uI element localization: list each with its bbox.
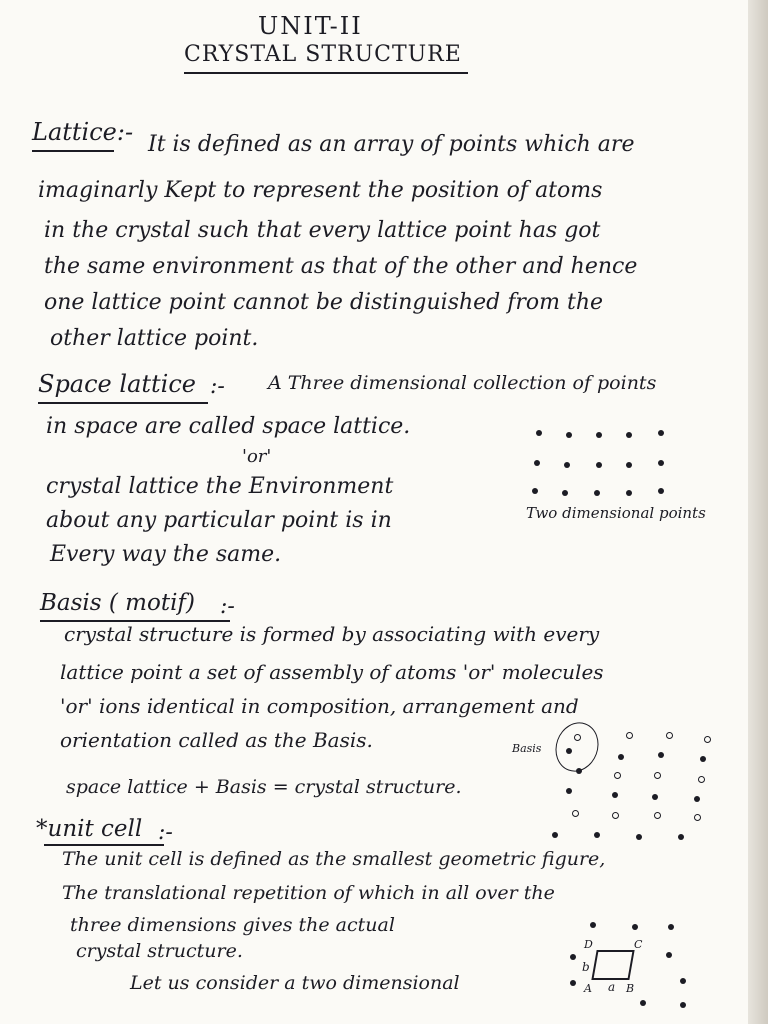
unit-cell-label-a-corner: A [584, 982, 592, 995]
space-lattice-line-4: about any particular point is in [46, 508, 392, 533]
lattice-heading-underline [32, 150, 114, 152]
space-lattice-or: 'or' [242, 446, 272, 467]
lattice-line-1: It is defined as an array of points which are [148, 132, 635, 157]
unit-title: UNIT-II [258, 12, 363, 40]
notebook-spine [748, 0, 768, 1024]
unit-cell-label-b: B [626, 982, 635, 995]
unit-cell-underline [44, 844, 164, 846]
unit-cell-label-b-small: b [582, 960, 590, 974]
lattice-line-4: the same environment as that of the other and hence [44, 254, 638, 279]
space-lattice-line-1: A Three dimensional collection of points [268, 372, 657, 394]
unit-cell-line-2: The translational repetition of which in all over the [62, 882, 555, 904]
page-title: CRYSTAL STRUCTURE [184, 42, 462, 67]
basis-heading: Basis ( motif) [40, 590, 195, 616]
space-lattice-line-5: Every way the same. [50, 542, 282, 567]
two-dimensional-points-caption: Two dimensional points [526, 504, 706, 522]
space-lattice-heading: Space lattice [38, 370, 196, 398]
space-lattice-colon: :- [210, 374, 225, 399]
unit-cell-line-3: three dimensions gives the actual [70, 914, 395, 936]
unit-cell-line-5: Let us consider a two dimensional [130, 972, 460, 994]
space-lattice-underline [38, 402, 208, 404]
lattice-line-2: imaginarly Kept to represent the position of atoms [38, 178, 603, 203]
lattice-line-5: one lattice point cannot be distinguished from the [44, 290, 604, 315]
unit-cell-line-4: crystal structure. [76, 940, 243, 962]
basis-line-3: 'or' ions identical in composition, arrangement and [60, 694, 579, 718]
lattice-line-3: in the crystal such that every lattice point has got [44, 218, 601, 243]
unit-cell-label-a-small: a [608, 980, 616, 994]
unit-cell-label-c: C [634, 938, 643, 951]
unit-cell-parallelogram [591, 950, 634, 980]
basis-line-2: lattice point a set of assembly of atoms 'or' molecules [60, 660, 604, 684]
basis-colon: :- [220, 594, 235, 619]
lattice-heading: Lattice:- [32, 118, 134, 146]
basis-line-1: crystal structure is formed by associating with every [64, 622, 600, 646]
basis-figure-label: Basis [512, 742, 542, 755]
unit-cell-line-1: The unit cell is defined as the smallest geometric figure, [62, 848, 606, 870]
title-underline [184, 72, 468, 74]
space-lattice-line-3: crystal lattice the Environment [46, 474, 394, 499]
basis-line-4: orientation called as the Basis. [60, 728, 373, 752]
lattice-line-6: other lattice point. [50, 326, 259, 351]
unit-cell-label-d: D [584, 938, 593, 951]
crystal-structure-equation: space lattice + Basis = crystal structure. [66, 776, 462, 798]
unit-cell-colon: :- [158, 820, 173, 845]
space-lattice-line-2: in space are called space lattice. [46, 414, 411, 439]
unit-cell-heading: *unit cell [36, 816, 143, 842]
